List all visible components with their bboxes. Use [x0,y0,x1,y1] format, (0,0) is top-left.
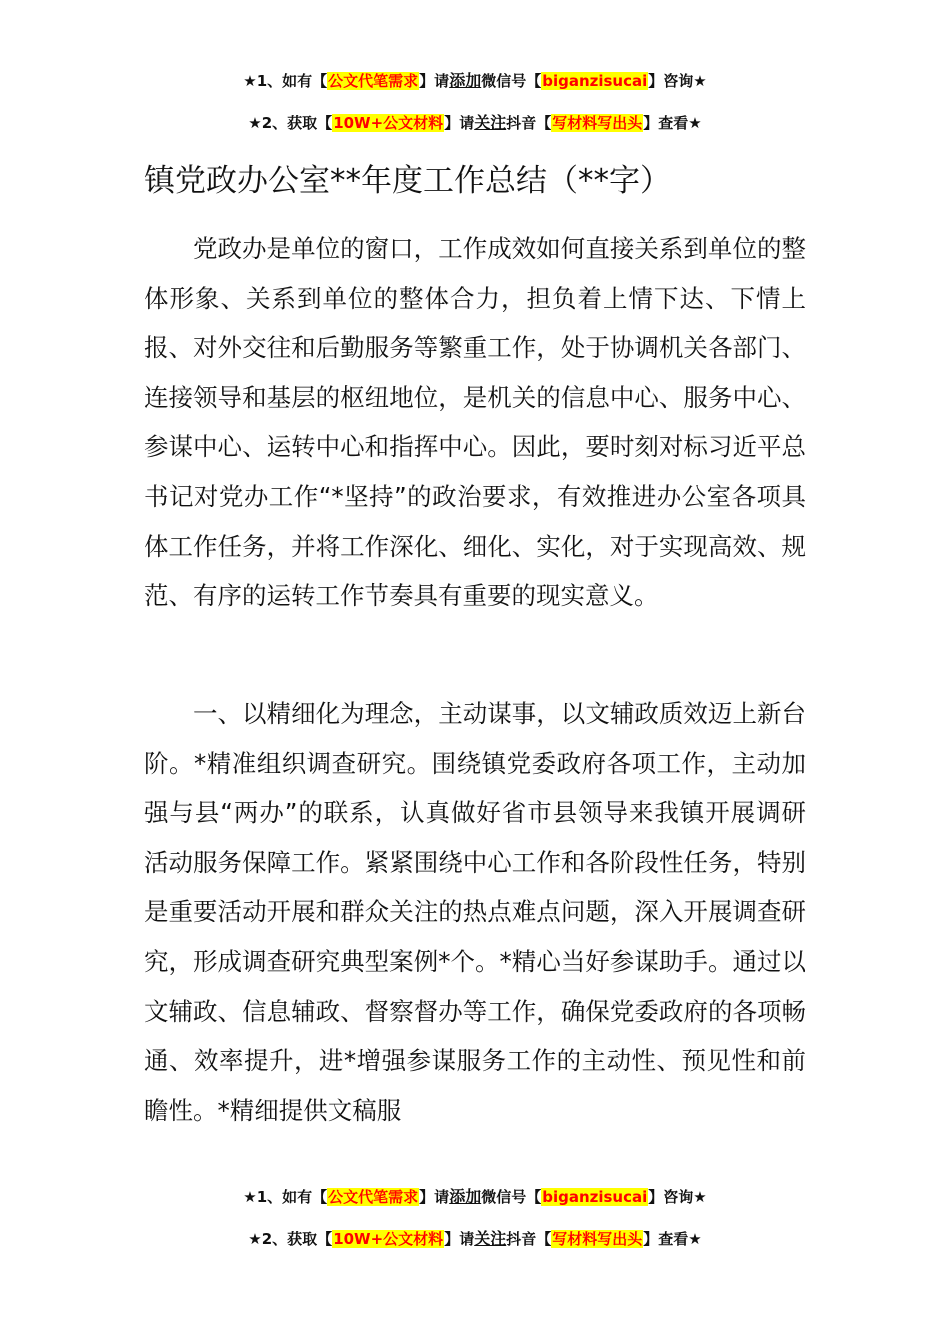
promo-banner-top-line-1 [0,70,950,92]
promo-highlight-service: 公文代笔需求 [328,72,419,90]
promo-banner-top-line-2 [0,112,950,134]
body-paragraph-intro: 党政办是单位的窗口，工作成效如何直接关系到单位的整体形象、关系到单位的整体合力，担负着上情下达、下情上报、对外交往和后勤服务等繁重工作，处于协调机关各部门、连接领导和基层的枢纽地位，是机关的信息中心、服务中心、参谋中心、运转中心和指挥中心。因此，要时刻对标习近平总书记对党办工作“*坚持”的政治要求，有效推进办公室各项具体工作任务，并将工作深化、细化、实化，对于实现高效、规范、有序的运转工作节奏具有重要的现实意义。 [144,234,806,611]
promo-text: 微信号【 [481,1188,542,1206]
body-paragraph-section-one: 一、以精细化为理念，主动谋事，以文辅政质效迈上新台阶。*精准组织调查研究。围绕镇党委政府各项工作，主动加强与县“两办”的联系，认真做好省市县领导来我镇开展调研活动服务保障工作。紧紧围绕中心工作和各阶段性任务，特别是重要活动开展和群众关注的热点难点问题，深入开展调查研究，形成调查研究典型案例*个。*精心当好参谋助手。通过以文辅政、信息辅政、督察督办等工作，确保党委政府的各项畅通、效率提升，进*增强参谋服务工作的主动性、预见性和前瞻性。*精细提供文稿服 [144,699,806,1125]
promo-highlight-wechat-id: biganzisucai [542,1188,648,1206]
promo-highlight-service: 公文代笔需求 [328,1188,419,1206]
promo-underlined-action: 添加 [449,1187,482,1206]
promo-text: ★2、获取【 [248,114,333,132]
promo-text: 抖音【 [506,114,552,132]
promo-text: 】请 [444,114,475,132]
promo-underlined-action: 添加 [449,71,482,90]
promo-highlight-douyin-account: 写材料写出头 [552,114,643,132]
promo-text: 抖音【 [506,1230,552,1248]
promo-highlight-douyin-account: 写材料写出头 [552,1230,643,1248]
promo-banner-bottom-line-1 [0,1186,950,1208]
promo-text: ★1、如有【 [243,1188,328,1206]
promo-banner-bottom-line-2 [0,1228,950,1250]
promo-highlight-materials: 10W+公文材料 [333,1230,444,1248]
promo-text: 】查看★ [643,114,702,132]
promo-highlight-materials: 10W+公文材料 [333,114,444,132]
promo-underlined-action: 关注 [474,1229,507,1248]
promo-text: 】查看★ [643,1230,702,1248]
promo-text: 】咨询★ [648,72,707,90]
promo-text: 】请 [419,1188,450,1206]
promo-text: ★1、如有【 [243,72,328,90]
promo-text: 】请 [419,72,450,90]
promo-text: 微信号【 [481,72,542,90]
promo-highlight-wechat-id: biganzisucai [542,72,648,90]
promo-text: 】请 [444,1230,475,1248]
promo-text: ★2、获取【 [248,1230,333,1248]
promo-text: 】咨询★ [648,1188,707,1206]
document-title: 镇党政办公室**年度工作总结（**字） [144,163,671,199]
promo-underlined-action: 关注 [474,113,507,132]
